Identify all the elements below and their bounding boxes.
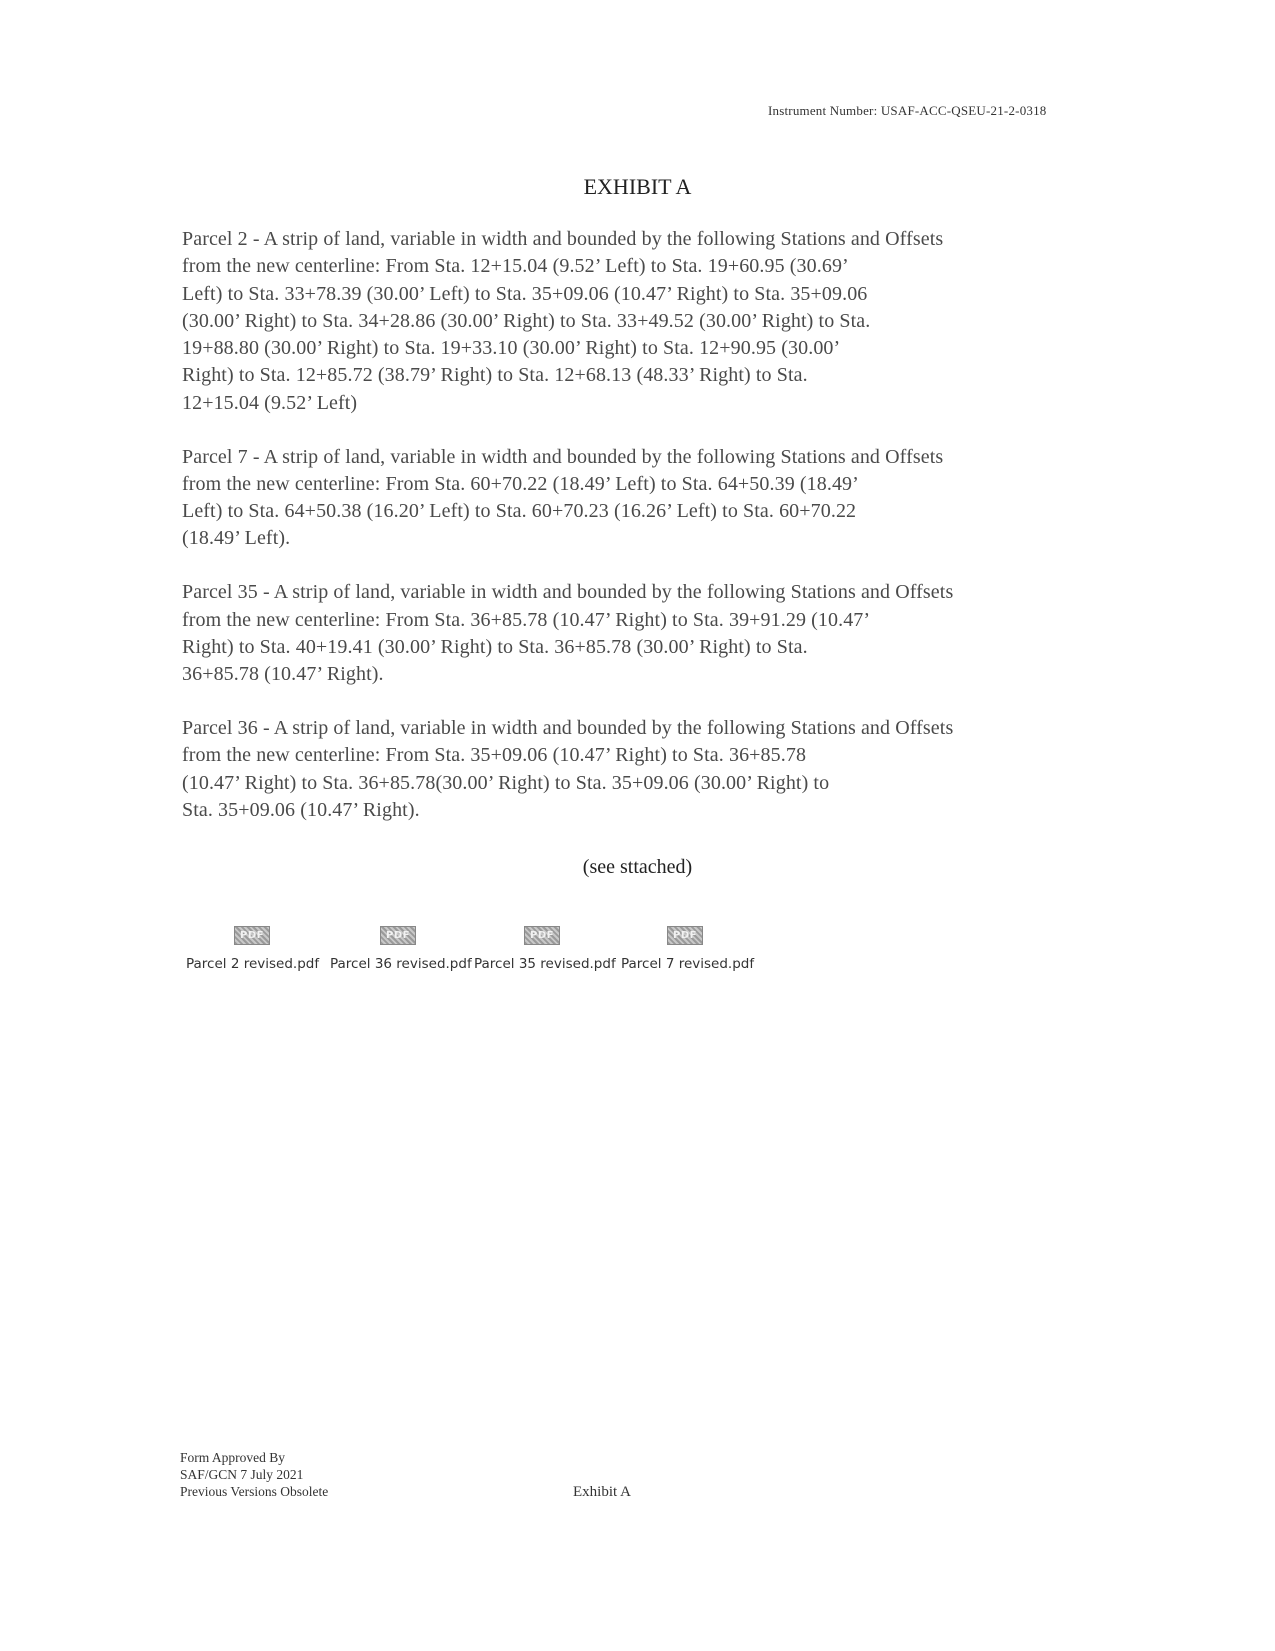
- text-line: Parcel 36 - A strip of land, variable in width and bounded by the following Stations and Offsets: [182, 716, 954, 739]
- text-line: 19+88.80 (30.00’ Right) to Sta. 19+33.10 (30.00’ Right) to Sta. 12+90.95 (30.00’: [182, 337, 841, 360]
- attachment-list: [186, 926, 786, 976]
- parcel-36-description: [182, 715, 1082, 824]
- text-line: (10.47’ Right) to Sta. 36+85.78(30.00’ Right) to Sta. 35+09.06 (30.00’ Right) to: [182, 771, 830, 794]
- attachment-label[interactable]: Parcel 7 revised.pdf: [621, 956, 755, 972]
- text-line: Sta. 35+09.06 (10.47’ Right).: [182, 798, 420, 821]
- parcel-2-description: [182, 226, 1082, 417]
- parcel-35-description: [182, 579, 1082, 688]
- text-line: 36+85.78 (10.47’ Right).: [182, 663, 384, 686]
- see-attached-note: (see sttached): [582, 856, 693, 878]
- text-line: from the new centerline: From Sta. 60+70.22 (18.49’ Left) to Sta. 64+50.39 (18.49’: [182, 472, 859, 495]
- text-line: from the new centerline: From Sta. 35+09.06 (10.47’ Right) to Sta. 36+85.78: [182, 744, 807, 767]
- text-line: Right) to Sta. 12+85.72 (38.79’ Right) to Sta. 12+68.13 (48.33’ Right) to Sta.: [182, 364, 808, 387]
- attachment-label[interactable]: Parcel 35 revised.pdf: [474, 956, 616, 972]
- attachment-label[interactable]: Parcel 36 revised.pdf: [330, 956, 472, 972]
- pdf-icon[interactable]: PDF: [234, 926, 270, 945]
- text-line: SAF/GCN 7 July 2021: [180, 1467, 304, 1482]
- text-line: Right) to Sta. 40+19.41 (30.00’ Right) to Sta. 36+85.78 (30.00’ Right) to Sta.: [182, 635, 808, 658]
- footer-exhibit-label: Exhibit A: [573, 1484, 631, 1500]
- text-line: 12+15.04 (9.52’ Left): [182, 391, 358, 414]
- text-line: Left) to Sta. 33+78.39 (30.00’ Left) to Sta. 35+09.06 (10.47’ Right) to Sta. 35+09.06: [182, 282, 868, 305]
- page-title: EXHIBIT A: [583, 174, 692, 199]
- text-line: from the new centerline: From Sta. 36+85.78 (10.47’ Right) to Sta. 39+91.29 (10.47’: [182, 608, 871, 631]
- text-line: (30.00’ Right) to Sta. 34+28.86 (30.00’ Right) to Sta. 33+49.52 (30.00’ Right) to Sta.: [182, 309, 871, 332]
- text-line: from the new centerline: From Sta. 12+15.04 (9.52’ Left) to Sta. 19+60.95 (30.69’: [182, 255, 849, 278]
- attachment-label[interactable]: Parcel 2 revised.pdf: [186, 956, 320, 972]
- text-line: Parcel 7 - A strip of land, variable in width and bounded by the following Stations and Offsets: [182, 445, 944, 468]
- text-line: (18.49’ Left).: [182, 527, 291, 550]
- pdf-icon[interactable]: PDF: [380, 926, 416, 945]
- text-line: Left) to Sta. 64+50.38 (16.20’ Left) to Sta. 60+70.23 (16.26’ Left) to Sta. 60+70.22: [182, 500, 857, 523]
- text-line: Previous Versions Obsolete: [180, 1484, 329, 1499]
- parcel-7-description: [182, 444, 1082, 553]
- pdf-icon[interactable]: PDF: [524, 926, 560, 945]
- text-line: Parcel 35 - A strip of land, variable in width and bounded by the following Stations and Offsets: [182, 581, 954, 604]
- instrument-number: Instrument Number: USAF-ACC-QSEU-21-2-0318: [768, 103, 1047, 118]
- text-line: Form Approved By: [180, 1450, 286, 1465]
- pdf-icon[interactable]: PDF: [667, 926, 703, 945]
- text-line: Parcel 2 - A strip of land, variable in width and bounded by the following Stations and Offsets: [182, 228, 944, 250]
- form-approval-note: [180, 1449, 328, 1500]
- parcel-descriptions: [182, 226, 1082, 851]
